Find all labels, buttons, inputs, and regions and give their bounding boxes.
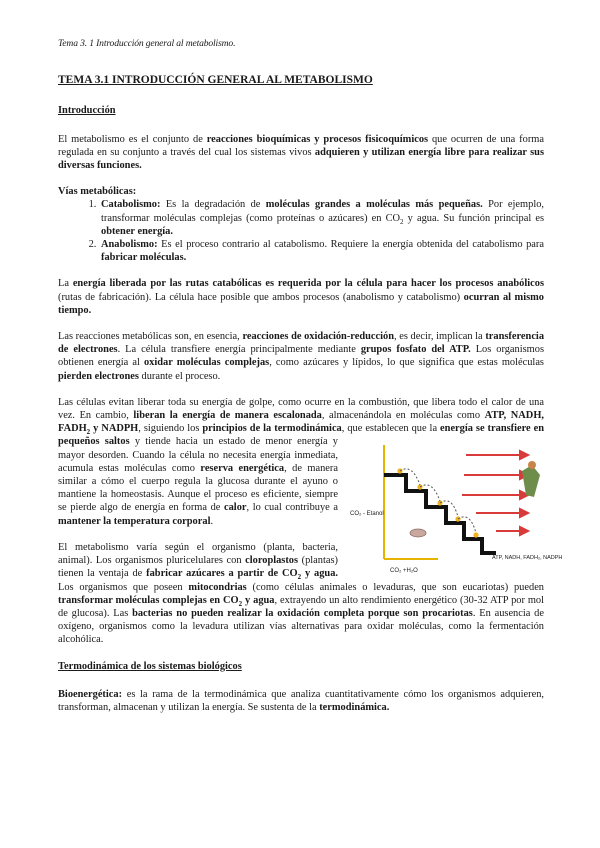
paragraph-redox: Las reacciones metabólicas son, en esencia, reacciones de oxidación-reducción, es decir, implican la transferencia de electrones. La célula transfiere energía principalmente mediante grupos fosfato del ATP. Los organismos obtienen energía al oxidar moléculas complejas, como azúcares y lípidos, lo que significa que estas moléculas pierden electrones durante el proceso.: [58, 331, 545, 382]
list-item-anabolismo: 2. Anabolismo: Es el proceso contrario al catabolismo. Requiere la energía obtenida del catabolismo para fabricar moléculas.: [99, 238, 544, 264]
paragraph-organismo: El metabolismo varía según el organismo (planta, bacteria, animal). Los organismos pluricelulares con cloroplastos (plantas) tienen la ventaja de fabricar azúcares a partir de $CO_2$ y agua. Los organismos que poseen mitocondrias (como células animales o levaduras, que son eucariotas) pueden transformar moléculas complejas en $CO_2$ y agua, extrayendo un alto rendimiento energético (30-32 ATP por mol de glucosa). Las bacterias no pueden realizar la oxidación completa porque son procariotas. En ausencia de oxígeno, organismos como la levadura utilizan vías alternativas para oxidar moléculas, como la fermentación alcohólica.: [58, 541, 544, 646]
running-header: Tema 3. 1 Introducción general al metabolismo.: [58, 38, 236, 49]
document-title: TEMA 3.1 INTRODUCCIÓN GENERAL AL METABOLISMO: [58, 74, 373, 87]
heading-vias-metabolicas: Vías metabólicas:: [58, 186, 137, 198]
figure-label-atp-nadh: ATP, NADH, FADH₂, NADPH: [492, 555, 563, 562]
paragraph-intro: El metabolismo es el conjunto de reacciones bioquímicas y procesos fisicoquímicos que ocurren de una forma regulada en su conjunto a través del cual los sistemas vivos adquieren y utilizan energía libre para realizar sus diversas funciones.: [58, 133, 544, 172]
paragraph-celulas: Las células evitan liberar toda su energía de golpe, como ocurre en la combustión, que libera todo el calor de una vez. En cambio, liberan la energía de manera escalonada, almacenándola en moléculas como ATP, NADH, $FADH_2$ y NADPH, siguiendo los principios de la termodinámica CO₂ - Etanol CO₂ +H₂O ATP, NADH, FADH₂, NADPH , que establecen que la energía se transfiere en pequeños saltos y tiende hacia un estado de menor energía y mayor desorden. Cuando la célula no necesita energía inmediata, acumula estas moléculas como reserva energética, de manera similar a cómo el cuerpo regula la glucosa durante el ayuno o mantiene la homeostasis. Aunque el proceso es eficiente, siempre se pierde algo de energía en forma de calor, lo cual contribuye a mantener la temperatura corporal.: [58, 396, 544, 528]
figure-label-co2-h2o: CO₂ +H₂O: [390, 568, 418, 575]
document-page: [58, 37, 563, 727]
list-item-catabolismo: 1. Catabolismo: Es la degradación de moléculas grandes a moléculas más pequeñas. Por ejemplo, transformar moléculas complejas (como proteínas o azúcares) en $CO_2$ y agua. Su función principal es obtener energía.: [99, 198, 544, 238]
paragraph-energia: La energía liberada por las rutas catabólicas es requerida por la célula para hacer los procesos anabólicos (rutas de fabricación). La célula hace posible que ambos procesos (anabolismo y catabolismo) ocurran al mismo tiempo.: [58, 278, 544, 316]
section-heading-termodinamica: Termodinámica de los sistemas biológicos: [58, 660, 242, 672]
list-vias-metabolicas: [58, 198, 544, 264]
paragraph-bioenergetica: Bioenergética: es la rama de la termodinámica que analiza cuantitativamente cómo los organismos adquieren, transforman, almacenan y utilizan la energía. Se sustenta de la termodinámica.: [58, 688, 544, 713]
figure-label-co2-etanol: CO₂ - Etanol: [350, 511, 384, 518]
figure-energy-staircase: [346, 441, 563, 577]
section-heading-introduccion: Introducción: [58, 105, 116, 117]
